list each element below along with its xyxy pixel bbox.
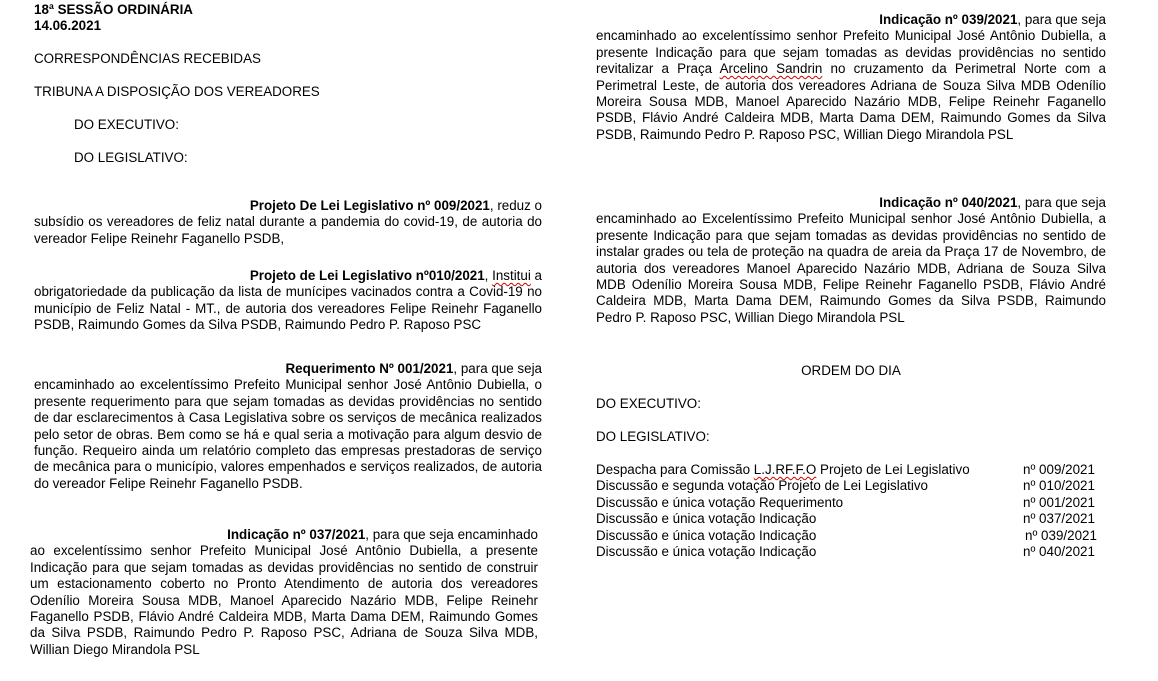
item-title: Projeto De Lei Legislativo nº 009/2021 bbox=[249, 198, 490, 213]
heading-do-executivo-ordem: DO EXECUTIVO: bbox=[596, 396, 701, 411]
ordem-row: Discussão e única votação Indicação nº 040/2021 bbox=[596, 543, 1095, 559]
item-projeto-010: Projeto de Lei Legislativo nº010/2021, Institui a obrigatoriedade da publicação da lista de munícipes vacinados contra a Covid-19 no município de Feliz Natal - MT., de autoria dos vereadores Felipe Reinehr Faganello PSDB, Raimundo Gomes da Silva PSDB, Raimundo Pedro P. Raposo PSC bbox=[34, 268, 542, 333]
heading-tribuna: TRIBUNA A DISPOSIÇÃO DOS VEREADORES bbox=[34, 84, 320, 99]
ordem-row: Discussão e única votação Indicação nº 039/2021 bbox=[596, 527, 1097, 543]
ordem-row: Despacha para Comissão L.J.RF.F.O Projeto de Lei Legislativo nº 009/2021 bbox=[596, 462, 1095, 477]
item-indicacao-037: Indicação nº 037/2021, para que seja encaminhado ao excelentíssimo senhor Prefeito Municipal José Antônio Dubiella, a presente Indicação para que sejam tomadas as devidas providências no sentido de construir um estacionamento coberto no Pronto Atendimento de autoria dos vereadores Odenílio Moreira Sousa MDB, Manoel Aparecido Nazário MDB, Felipe Reinehr Faganello PSDB, Flávio André Caldeira MDB, Marta Dama DEM, Raimundo Gomes da Silva PSDB, Raimundo Pedro P. Raposo PSC, Adriana de Souza Silva MDB, Willian Diego Mirandola PSL bbox=[30, 527, 538, 657]
ordem-number: nº 039/2021 bbox=[1025, 527, 1097, 543]
item-indicacao-040: Indicação nº 040/2021, para que seja encaminhado ao Excelentíssimo Prefeito Municipal senhor José Antônio Dubiella, a presente Indicação para que sejam tomadas as devidas providências no sentido de instalar grades ou tela de proteção na quadra de areia da Praça 17 de Novembro, de autoria dos vereadores Manoel Aparecido Nazário MDB, Adriana de Souza Silva MDB Odenílio Moreira Sousa MDB, Felipe Reinehr Faganello PSDB, Flávio André Caldeira MDB, Marta Dama DEM, Raimundo Gomes da Silva PSDB, Raimundo Pedro P. Raposo PSC, Willian Diego Mirandola PSL bbox=[596, 195, 1106, 325]
item-title: Indicação nº 040/2021 bbox=[879, 195, 1018, 210]
item-body: encaminhado ao excelentíssimo Prefeito Municipal senhor José Antônio Dubiella, o presente requerimento para que sejam tomadas as devidas providências no sentido de dar esclarecimentos à Casa Legislativa sobre os serviços de mecânica realizados pelo setor de obras. Bem como se há e qual seria a motivação para algum desvio de função. Requeiro ainda um relatório completo das empresas prestadoras de serviço de mecânica para o município, valores empenhados e serviços realizados, de autoria do vereador Felipe Reinehr Faganello PSDB. bbox=[34, 377, 542, 491]
ordem-number: nº 037/2021 bbox=[1023, 511, 1095, 527]
heading-ordem-do-dia: ORDEM DO DIA bbox=[801, 363, 901, 378]
item-body: subsídio os vereadores de feliz natal durante a pandemia do covid-19, de autoria do vereador Felipe Reinehr Faganello PSDB, bbox=[34, 214, 542, 246]
ordem-row: Discussão e única votação Requerimento nº 001/2021 bbox=[596, 494, 1095, 510]
item-body: obrigatoriedade da publicação da lista de munícipes vacinados contra a Covid-19 no município de Feliz Natal - MT., de autoria dos vereadores Felipe Reinehr Faganello PSDB, Raimundo Gomes da Silva PSDB, Raimundo Pedro P. Raposo PSC bbox=[34, 284, 542, 333]
item-title: Projeto de Lei Legislativo nº010/2021 bbox=[249, 268, 485, 283]
ordem-number: nº 010/2021 bbox=[1023, 478, 1095, 494]
ordem-row: Discussão e segunda votação Projeto de Lei Legislativo nº 010/2021 bbox=[596, 478, 1095, 494]
ordem-number: nº 009/2021 bbox=[1023, 462, 1095, 477]
item-title: Indicação nº 039/2021 bbox=[879, 12, 1018, 27]
item-requerimento-001: Requerimento Nº 001/2021, para que seja encaminhado ao excelentíssimo Prefeito Municipal senhor José Antônio Dubiella, o presente requerimento para que sejam tomadas as devidas providências no sentido de dar esclarecimentos à Casa Legislativa sobre os serviços de mecânica realizados pelo setor de obras. Bem como se há e qual seria a motivação para algum desvio de função. Requeiro ainda um relatório completo das empresas prestadoras de serviço de mecânica para o município, valores empenhados e serviços realizados, de autoria do vereador Felipe Reinehr Faganello PSDB. bbox=[34, 361, 542, 491]
item-indicacao-039: Indicação nº 039/2021, para que seja encaminhado ao excelentíssimo senhor Prefeito Municipal José Antônio Dubiella, a presente Indicação para que sejam tomadas as devidas providências no sentido revitalizar a Praça Arcelino Sandrin no cruzamento da Perimetral Norte com a Perimetral Leste, de autoria dos vereadores Adriana de Souza Silva MDB Odenílio Moreira Sousa MDB, Manoel Aparecido Nazário MDB, Felipe Reinehr Faganello PSDB, Flávio André Caldeira MDB, Marta Dama DEM, Raimundo Gomes da Silva PSDB, Raimundo Pedro P. Raposo PSC, Willian Diego Mirandola PSL bbox=[596, 12, 1106, 142]
heading-do-legislativo-ordem: DO LEGISLATIVO: bbox=[596, 429, 710, 444]
heading-correspondencias: CORRESPONDÊNCIAS RECEBIDAS bbox=[34, 51, 261, 66]
session-title: 18ª SESSÃO ORDINÁRIA bbox=[34, 2, 193, 17]
ordem-number: nº 001/2021 bbox=[1023, 494, 1095, 510]
heading-do-executivo: DO EXECUTIVO: bbox=[74, 117, 179, 132]
ordem-list bbox=[596, 462, 1106, 560]
item-body: ao excelentíssimo senhor Prefeito Municipal José Antônio Dubiella, a presente Indicação para que sejam tomadas as devidas providências no sentido de construir um estacionamento coberto no Pronto Atendimento de autoria dos vereadores Odenílio Moreira Sousa MDB, Manoel Aparecido Nazário MDB, Felipe Reinehr Faganello PSDB, Flávio André Caldeira MDB, Marta Dama DEM, Raimundo Gomes da Silva PSDB, Raimundo Pedro P. Raposo PSC, Adriana de Souza Silva MDB, Willian Diego Mirandola PSL bbox=[30, 543, 538, 657]
ordem-row: Discussão e única votação Indicação nº 037/2021 bbox=[596, 511, 1095, 527]
item-title: Requerimento Nº 001/2021 bbox=[285, 361, 454, 376]
session-date: 14.06.2021 bbox=[34, 18, 102, 33]
ordem-number: nº 040/2021 bbox=[1023, 543, 1095, 559]
item-title: Indicação nº 037/2021 bbox=[227, 527, 366, 542]
item-projeto-009: Projeto De Lei Legislativo nº 009/2021, reduz o subsídio os vereadores de feliz natal durante a pandemia do covid-19, de autoria do vereador Felipe Reinehr Faganello PSDB, bbox=[34, 198, 542, 246]
heading-do-legislativo: DO LEGISLATIVO: bbox=[74, 150, 188, 165]
item-body: encaminhado ao Excelentíssimo Prefeito Municipal senhor José Antônio Dubiella, a presente Indicação para que sejam tomadas as devidas providências no sentido de instalar grades ou tela de proteção na quadra de areia da Praça 17 de Novembro, de autoria dos vereadores Manoel Aparecido Nazário MDB, Adriana de Souza Silva MDB Odenílio Moreira Sousa MDB, Felipe Reinehr Faganello PSDB, Flávio André Caldeira MDB, Marta Dama DEM, Raimundo Gomes da Silva PSDB, Raimundo Pedro P. Raposo PSC, Willian Diego Mirandola PSL bbox=[596, 211, 1106, 325]
